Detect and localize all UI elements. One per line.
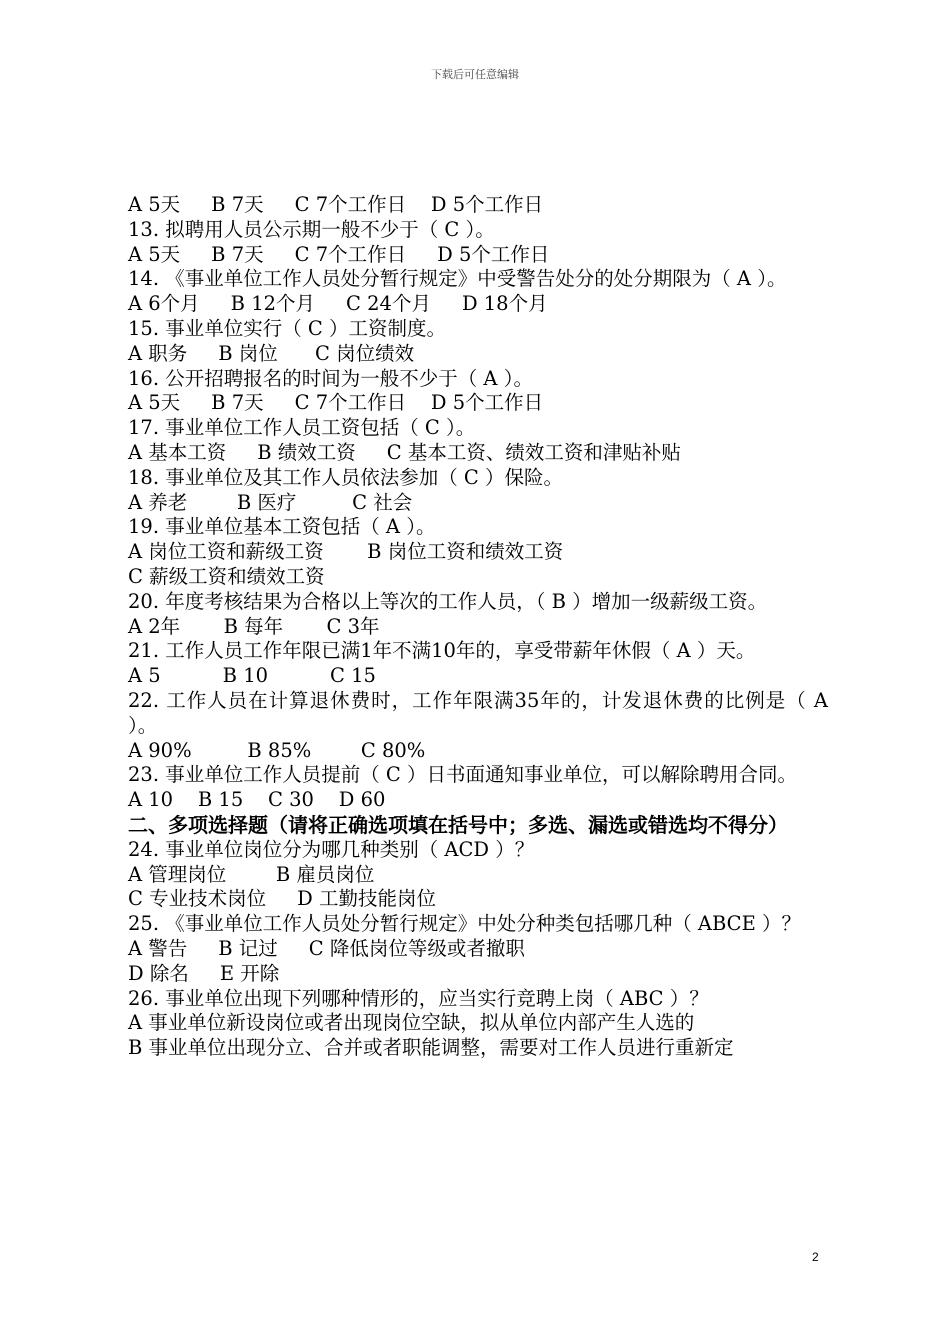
text-line: A 岗位工资和薪级工资 B 岗位工资和绩效工资 bbox=[128, 540, 564, 564]
text-line: D 除名 E 开除 bbox=[128, 961, 280, 985]
question-18: 18. 事业单位及其工作人员依法参加（ C ）保险。 bbox=[128, 465, 564, 489]
text-line: A 职务 B 岗位 C 岗位绩效 bbox=[128, 341, 415, 365]
question-17: 17. 事业单位工作人员工资包括（ C ）。 bbox=[128, 416, 476, 440]
question-24: 24. 事业单位岗位分为哪几种类别（ ACD ）？ bbox=[128, 837, 535, 861]
text-line: A 管理岗位 B 雇员岗位 bbox=[128, 862, 375, 886]
question-26: 26. 事业单位出现下列哪种情形的，应当实行竞聘上岗（ ABC ）？ bbox=[128, 986, 709, 1010]
text-line: A 5 B 10 C 15 bbox=[128, 664, 376, 688]
question-22: 22. 工作人员在计算退休费时，工作年限满35年的，计发退休费的比例是（ A ）。 bbox=[128, 688, 835, 737]
question-21: 21. 工作人员工作年限已满1年不满10年的，享受带薪年休假（ A ）天。 bbox=[128, 639, 756, 663]
text-line: A 6个月 B 12个月 C 24个月 D 18个月 bbox=[128, 292, 548, 316]
question-13: 13. 拟聘用人员公示期一般不少于（ C ）。 bbox=[128, 217, 495, 241]
text-line: A 10 B 15 C 30 D 60 bbox=[128, 788, 386, 812]
text-line: A 5天 B 7天 C 7个工作日 D 5个工作日 bbox=[128, 193, 544, 216]
page-header: 下载后可任意编辑 bbox=[431, 68, 519, 81]
text-line: A 2年 B 每年 C 3年 bbox=[128, 614, 380, 638]
question-14: 14. 《事业单位工作人员处分暂行规定》中受警告处分的处分期限为（ A ）。 bbox=[128, 267, 787, 291]
text-line: A 5天 B 7天 C 7个工作日 D 5个工作日 bbox=[128, 242, 550, 266]
question-16: 16. 公开招聘报名的时间为一般不少于（ A ）。 bbox=[128, 366, 533, 390]
text-line: B 事业单位出现分立、合并或者职能调整，需要对工作人员进行重新定 bbox=[128, 1036, 734, 1060]
text-line: A 养老 B 医疗 C 社会 bbox=[128, 490, 413, 514]
text-line: A 基本工资 B 绩效工资 C 基本工资、绩效工资和津贴补贴 bbox=[128, 440, 681, 464]
page-number: 2 bbox=[812, 1250, 819, 1264]
document-body bbox=[128, 193, 835, 1061]
question-15: 15. 事业单位实行（ C ）工资制度。 bbox=[128, 316, 447, 340]
text-line: A 事业单位新设岗位或者出现岗位空缺，拟从单位内部产生人选的 bbox=[128, 1011, 695, 1035]
text-line: C 专业技术岗位 D 工勤技能岗位 bbox=[128, 887, 436, 911]
section-title: 二、多项选择题（请将正确选项填在括号中；多选、漏选或错选均不得分） bbox=[128, 812, 788, 837]
text-line: A 警告 B 记过 C 降低岗位等级或者撤职 bbox=[128, 936, 525, 960]
question-20: 20. 年度考核结果为合格以上等次的工作人员，（ B ）增加一级薪级工资。 bbox=[128, 589, 768, 613]
question-19: 19. 事业单位基本工资包括（ A ）。 bbox=[128, 515, 436, 539]
text-line: A 90% B 85% C 80% bbox=[128, 738, 426, 762]
text-line: A 5天 B 7天 C 7个工作日 D 5个工作日 bbox=[128, 391, 544, 415]
question-23: 23. 事业单位工作人员提前（ C ）日书面通知事业单位，可以解除聘用合同。 bbox=[128, 763, 798, 787]
text-line: C 薪级工资和绩效工资 bbox=[128, 564, 325, 588]
question-25: 25. 《事业单位工作人员处分暂行规定》中处分种类包括哪几种（ ABCE ）？ bbox=[128, 912, 802, 936]
